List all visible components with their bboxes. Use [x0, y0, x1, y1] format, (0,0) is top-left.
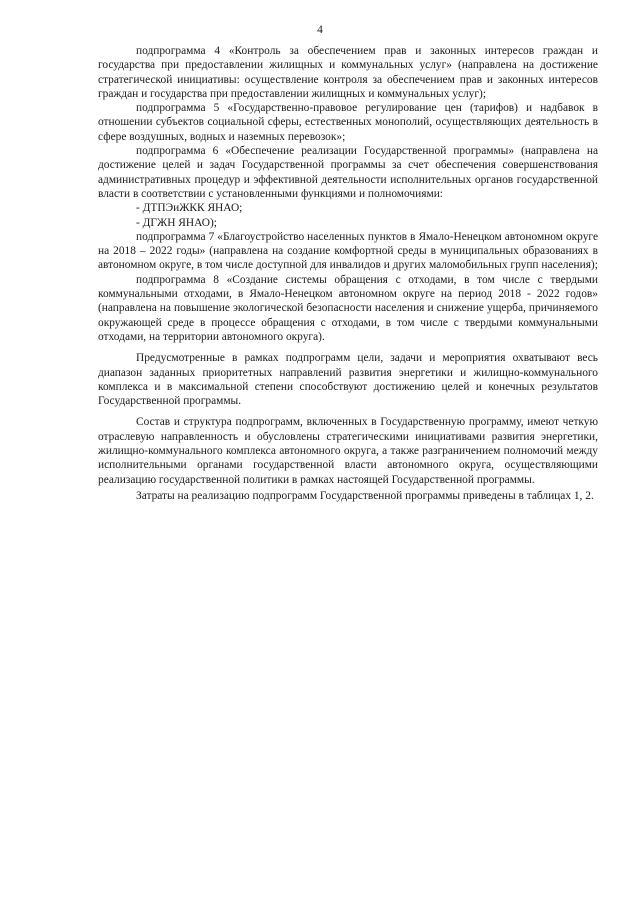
list-item-dgzhn: - ДГЖН ЯНАО);	[136, 216, 217, 229]
paragraph-structure: Состав и структура подпрограмм, включенных в Государственную программу, имеют четкую отраслевую направленность и обусловлены стратегическими инициативами развития энергетики, жилищно-коммунального комплекса автономного округа, а также разграничением полномочий между исполнительными органами государственной власти автономного округа, осуществляющими реализацию государственной политики в рамках настоящей Государственной программы.	[98, 416, 598, 486]
page-number: 4	[317, 24, 323, 36]
document-body	[98, 44, 598, 503]
paragraph-costs: Затраты на реализацию подпрограмм Государственной программы приведены в таблицах 1, 2.	[136, 489, 594, 502]
paragraph-subprogram-6: подпрограмма 6 «Обеспечение реализации Государственной программы» (направлена на достижение целей и задач Государственной программы за счет обеспечения совершенствования административных процедур и эффективной деятельности исполнительных органов государственной власти в соответствии с установленными функциями и полномочиями:	[98, 145, 598, 200]
list-item-dtpe: - ДТПЭиЖКК ЯНАО;	[136, 202, 243, 215]
paragraph-subprogram-8: подпрограмма 8 «Создание системы обращения с отходами, в том числе с твердыми коммунальными отходами, в Ямало-Ненецком автономном округе на период 2018 - 2022 годов» (направлена на повышение экологической безопасности населения и снижение ущерба, причиняемого окружающей среде в процессе обращения с отходами, в том числе с твердыми коммунальными отходами, на территории автономного округа).	[98, 273, 598, 343]
paragraph-subprogram-5: подпрограмма 5 «Государственно-правовое регулирование цен (тарифов) и надбавок в отношении субъектов социальной сферы, естественных монополий, осуществляющих деятельность в сфере воздушных, водных и наземных перевозок»;	[98, 102, 598, 143]
paragraph-subprogram-7: подпрограмма 7 «Благоустройство населенных пунктов в Ямало-Ненецком автономном округе на 2018 – 2022 годы» (направлена на создание комфортной среды в муниципальных образованиях в автономном округе, в том числе доступной для инвалидов и других маломобильных групп населения);	[98, 230, 598, 272]
paragraph-subprogram-4: подпрограмма 4 «Контроль за обеспечением прав и законных интересов граждан и государства при предоставлении жилищных и коммунальных услуг» (направлена на достижение стратегической инициативы: осуществление контроля за обеспечением прав и законных интересов граждан и государства при предоставлении жилищных и коммунальных услуг);	[98, 45, 598, 100]
paragraph-goals: Предусмотренные в рамках подпрограмм цели, задачи и мероприятия охватывают весь диапазон заданных приоритетных направлений развития энергетики и жилищно-коммунального комплекса и в максимальной степени способствуют достижению целей и конечных результатов Государственной программы.	[98, 352, 598, 408]
